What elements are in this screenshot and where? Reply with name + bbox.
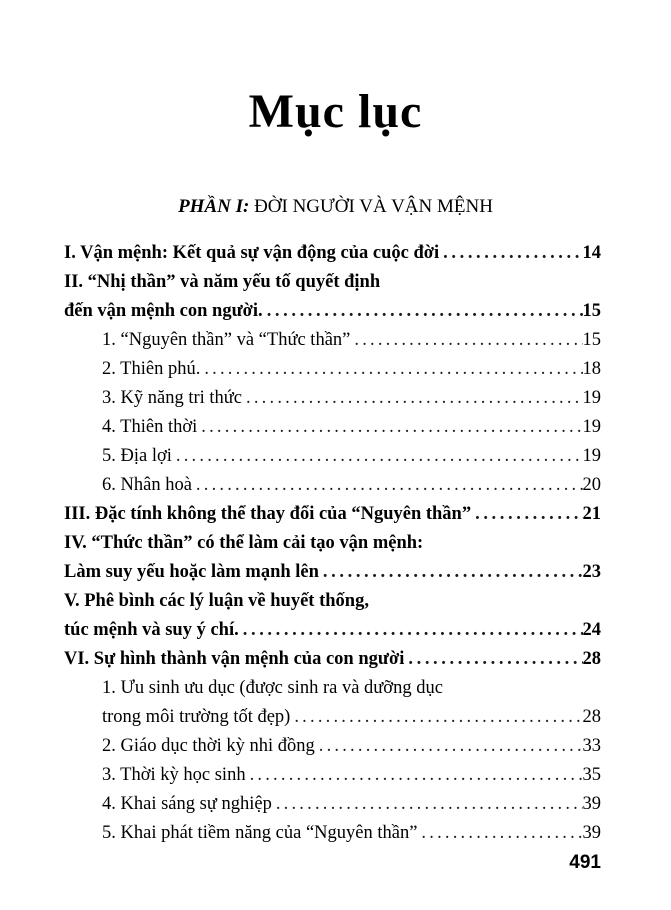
dot-leader [294, 703, 582, 732]
toc-entry-page-number: 39 [582, 823, 601, 843]
toc-entry-page-number: 23 [582, 562, 601, 582]
toc-entry-text: 5. Địa lợi [102, 446, 172, 466]
toc-entry-page-number: 28 [582, 707, 601, 727]
dot-leader [323, 558, 583, 587]
part-title: ĐỜI NGƯỜI VÀ VẬN MỆNH [254, 196, 493, 217]
toc-entry[interactable] [64, 297, 601, 326]
toc-entry-text: V. Phê bình các lý luận về huyết thống, [64, 591, 369, 611]
toc-entry[interactable] [64, 587, 601, 616]
toc-entry[interactable] [64, 413, 601, 442]
page-folio-number: 491 [569, 852, 601, 873]
toc-entry-page-number: 28 [582, 649, 601, 669]
toc-entry[interactable] [64, 558, 601, 587]
toc-entry-text: 3. Thời kỳ học sinh [102, 765, 246, 785]
toc-entry[interactable] [64, 268, 601, 297]
toc-entry-text: trong môi trường tốt đẹp) [102, 707, 291, 727]
part-label: PHẦN I: [178, 196, 250, 217]
toc-entry-text: 6. Nhân hoà [102, 475, 192, 495]
toc-entry[interactable] [64, 326, 601, 355]
toc-entry-page-number: 15 [582, 301, 601, 321]
toc-entry-list [64, 239, 601, 848]
dot-leader [201, 413, 582, 442]
dot-leader [243, 616, 583, 645]
toc-entry-page-number: 14 [582, 243, 601, 263]
toc-entry[interactable] [64, 645, 601, 674]
toc-entry-text: 1. “Nguyên thần” và “Thức thần” [102, 330, 351, 350]
toc-entry[interactable] [64, 239, 601, 268]
dot-leader [196, 471, 583, 500]
toc-entry-page-number: 24 [582, 620, 601, 640]
toc-entry[interactable] [64, 500, 601, 529]
toc-entry[interactable] [64, 355, 601, 384]
toc-entry-text: III. Đặc tính không thể thay đổi của “Nguyên thần” [64, 504, 472, 524]
dot-leader [246, 384, 582, 413]
toc-entry-text: túc mệnh và suy ý chí. [64, 620, 239, 640]
toc-entry-text: 2. Thiên phú. [102, 359, 201, 379]
toc-entry-text: 3. Kỹ năng tri thức [102, 388, 243, 408]
dot-leader [475, 500, 582, 529]
toc-entry-text: đến vận mệnh con người. [64, 301, 263, 321]
dot-leader [354, 326, 582, 355]
toc-entry[interactable] [64, 384, 601, 413]
toc-entry[interactable] [64, 732, 601, 761]
dot-leader [267, 297, 583, 326]
toc-entry-page-number: 33 [582, 736, 601, 756]
toc-entry[interactable] [64, 442, 601, 471]
dot-leader [408, 645, 582, 674]
toc-entry[interactable] [64, 471, 601, 500]
toc-entry-page-number: 21 [582, 504, 601, 524]
toc-entry-text: Làm suy yếu hoặc làm mạnh lên [64, 562, 319, 582]
toc-entry-page-number: 18 [582, 359, 601, 379]
toc-entry-text: 5. Khai phát tiềm năng của “Nguyên thần” [102, 823, 418, 843]
part-heading [0, 196, 671, 219]
dot-leader [276, 790, 583, 819]
toc-entry-text: 1. Ưu sinh ưu dục (được sinh ra và dưỡng dục [102, 678, 443, 698]
toc-entry-text: II. “Nhị thần” và năm yếu tố quyết định [64, 272, 381, 292]
dot-leader [421, 819, 582, 848]
dot-leader [204, 355, 582, 384]
toc-entry-text: 2. Giáo dục thời kỳ nhi đồng [102, 736, 315, 756]
toc-entry-page-number: 19 [582, 446, 601, 466]
toc-entry-page-number: 19 [582, 417, 601, 437]
toc-entry-text: 4. Khai sáng sự nghiệp [102, 794, 272, 814]
toc-entry-page-number: 35 [582, 765, 601, 785]
toc-entry[interactable] [64, 819, 601, 848]
dot-leader [443, 239, 582, 268]
dot-leader [319, 732, 583, 761]
toc-entry[interactable] [64, 761, 601, 790]
toc-entry-text: IV. “Thức thần” có thể làm cải tạo vận mệnh: [64, 533, 424, 553]
toc-entry[interactable] [64, 529, 601, 558]
toc-entry-text: VI. Sự hình thành vận mệnh của con người [64, 649, 405, 669]
toc-entry[interactable] [64, 703, 601, 732]
toc-entry-text: 4. Thiên thời [102, 417, 198, 437]
toc-entry[interactable] [64, 674, 601, 703]
dot-leader [176, 442, 583, 471]
dot-leader [250, 761, 583, 790]
toc-entry[interactable] [64, 616, 601, 645]
toc-entry-page-number: 15 [582, 330, 601, 350]
toc-entry-page-number: 20 [582, 475, 601, 495]
toc-entry-page-number: 39 [582, 794, 601, 814]
toc-entry[interactable] [64, 790, 601, 819]
page-title: Mục lục [248, 85, 423, 138]
toc-entry-page-number: 19 [582, 388, 601, 408]
toc-entry-text: I. Vận mệnh: Kết quả sự vận động của cuộc đời [64, 243, 440, 263]
